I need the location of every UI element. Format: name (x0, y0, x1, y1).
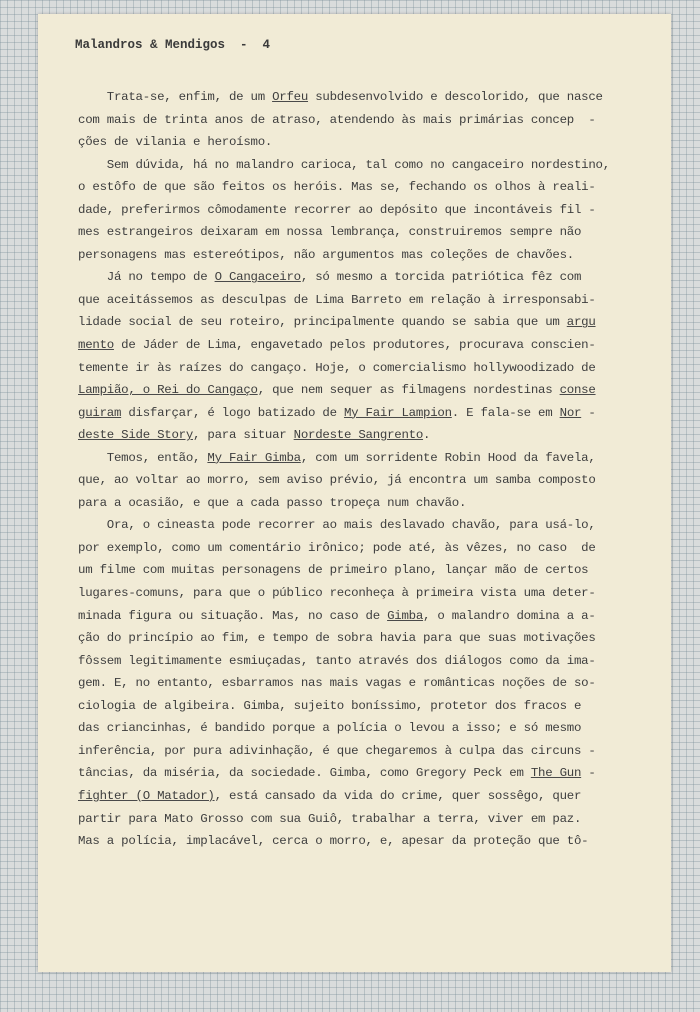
text-line: fighter (O Matador), está cansado da vida do crime, quer sossêgo, quer (78, 788, 582, 803)
text-line: que, ao voltar ao morro, sem aviso prévio, já encontra um samba composto (78, 473, 596, 488)
text-line: ciologia de algibeira. Gimba, sujeito boníssimo, protetor dos fracos e (78, 698, 582, 713)
typed-text-body (78, 86, 610, 853)
text-line: lugares-comuns, para que o público reconheça à primeira vista uma deter- (78, 586, 596, 601)
text-line: minada figura ou situação. Mas, no caso de Gimba, o malandro domina a a- (78, 608, 596, 623)
text-line: guiram disfarçar, é logo batizado de My Fair Lampion. E fala-se em Nor - (78, 405, 596, 420)
text-line: mento de Jáder de Lima, engavetado pelos produtores, procurava conscien- (78, 338, 596, 353)
text-line: lidade social de seu roteiro, principalmente quando se sabia que um argu (78, 315, 596, 330)
text-line: ção do princípio ao fim, e tempo de sobra havia para que suas motivações (78, 631, 596, 646)
text-line: gem. E, no entanto, esbarramos nas mais vagas e românticas noções de so- (78, 676, 596, 691)
page-header: Malandros & Mendigos - 4 (75, 38, 271, 52)
text-line: tâncias, da miséria, da sociedade. Gimba, como Gregory Peck em The Gun - (78, 766, 596, 781)
text-line: por exemplo, como um comentário irônico; pode até, às vêzes, no caso de (78, 540, 596, 555)
text-line: o estôfo de que são feitos os heróis. Mas se, fechando os olhos à reali- (78, 180, 596, 195)
text-line: um filme com muitas personagens de primeiro plano, lançar mão de certos (78, 563, 589, 578)
text-line: das criancinhas, é bandido porque a polícia o levou a isso; e só mesmo (78, 721, 582, 736)
text-line: Já no tempo de O Cangaceiro, só mesmo a torcida patriótica fêz com (78, 270, 582, 285)
text-line: Mas a polícia, implacável, cerca o morro, e, apesar da proteção que tô- (78, 834, 589, 849)
text-line: inferência, por pura adivinhação, é que chegaremos à culpa das circuns - (78, 743, 596, 758)
text-line: Trata-se, enfim, de um Orfeu subdesenvolvido e descolorido, que nasce (78, 90, 603, 104)
text-line: Ora, o cineasta pode recorrer ao mais deslavado chavão, para usá-lo, (78, 518, 596, 533)
text-line: personagens mas estereótipos, não argumentos mas coleções de chavões. (78, 247, 574, 262)
text-line: Lampião, o Rei do Cangaço, que nem sequer as filmagens nordestinas conse (78, 383, 596, 398)
text-line: fôssem legitimamente esmiuçadas, tanto através dos diálogos como da ima- (78, 653, 596, 668)
text-line: com mais de trinta anos de atraso, atendendo às mais primárias concep - (78, 112, 596, 127)
text-line: temente ir às raízes do cangaço. Hoje, o comercialismo hollywoodizado de (78, 360, 596, 375)
text-line: dade, preferirmos cômodamente recorrer ao depósito que incontáveis fil - (78, 202, 596, 217)
text-line: Temos, então, My Fair Gimba, com um sorridente Robin Hood da favela, (78, 450, 596, 465)
text-line: para a ocasião, e que a cada passo tropeça num chavão. (78, 495, 467, 510)
text-line: Sem dúvida, há no malandro carioca, tal como no cangaceiro nordestino, (78, 157, 610, 172)
text-line: partir para Mato Grosso com sua Guiô, trabalhar a terra, viver em paz. (78, 811, 582, 826)
text-line: mes estrangeiros deixaram em nossa lembrança, construiremos sempre não (78, 225, 582, 240)
text-line: deste Side Story, para situar Nordeste Sangrento. (78, 428, 431, 443)
text-line: ções de vilania e heroísmo. (78, 135, 273, 150)
text-line: que aceitássemos as desculpas de Lima Barreto em relação à irresponsabi- (78, 292, 596, 307)
